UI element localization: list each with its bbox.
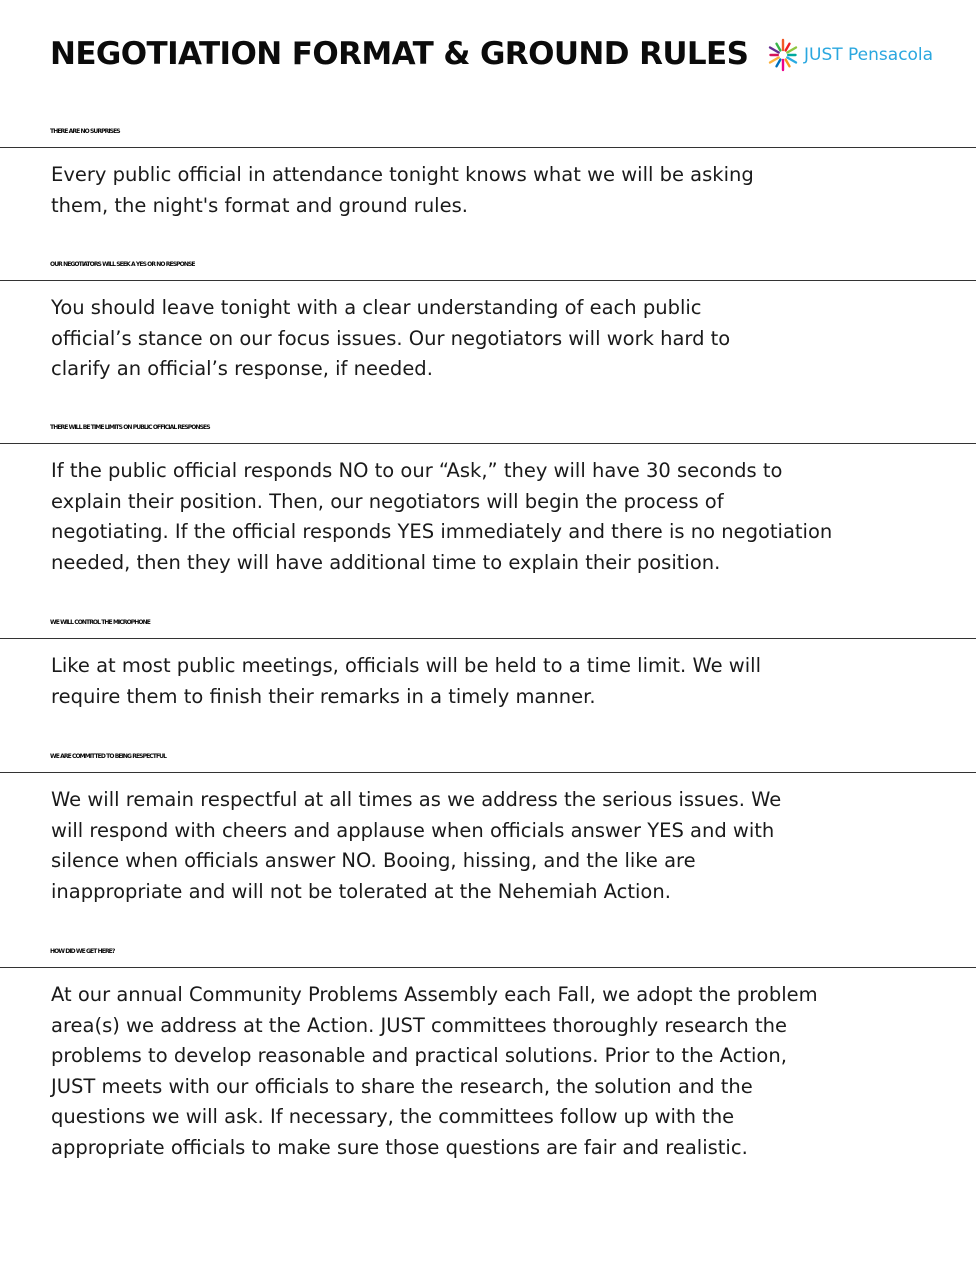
body-line: area(s) we address at the Action. JUST committees thoroughly research the (51, 1013, 787, 1037)
section-divider (0, 772, 976, 773)
section-divider (0, 638, 976, 639)
section-divider (0, 443, 976, 444)
body-line: inappropriate and will not be tolerated at the Nehemiah Action. (51, 879, 671, 903)
body-line: You should leave tonight with a clear understanding of each public (51, 296, 702, 319)
body-line: needed, then they will have additional time to explain their position. (51, 550, 721, 574)
section-body (51, 980, 951, 1164)
section-heading: WE ARE COMMITTED TO BEING RESPECTFUL (50, 753, 167, 760)
logo-text: JUST Pensacola (804, 45, 934, 65)
body-line: If the public official responds NO to our “Ask,” they will have 30 seconds to (51, 459, 783, 482)
body-line: clarify an official’s response, if needed. (51, 357, 433, 381)
section-divider (0, 280, 976, 281)
section-heading: THERE WILL BE TIME LIMITS ON PUBLIC OFFICIAL RESPONSES (50, 424, 210, 431)
body-line: problems to develop reasonable and practical solutions. Prior to the Action, (51, 1044, 787, 1068)
section-body (51, 293, 951, 385)
starburst-logo-icon (766, 38, 800, 72)
body-line: negotiating. If the official responds YES immediately and there is no negotiation (51, 520, 833, 544)
section-heading: OUR NEGOTIATORS WILL SEEK A YES OR NO RESPONSE (50, 261, 195, 268)
body-line: them, the night's format and ground rules. (51, 193, 468, 217)
section-no-surprises (0, 117, 976, 221)
section-heading: THERE ARE NO SURPRISES (50, 128, 120, 135)
section-body (51, 651, 951, 712)
page-title: NEGOTIATION FORMAT & GROUND RULES (50, 36, 749, 72)
body-line: require them to finish their remarks in a timely manner. (51, 684, 596, 708)
section-divider (0, 967, 976, 968)
body-line: Every public official in attendance tonight knows what we will be asking (51, 163, 754, 186)
section-microphone (0, 608, 976, 712)
body-line: JUST meets with our officials to share the research, the solution and the (51, 1074, 753, 1098)
body-line: We will remain respectful at all times as we address the serious issues. We (51, 788, 782, 811)
body-line: questions we will ask. If necessary, the committees follow up with the (51, 1105, 735, 1129)
section-yes-or-no (0, 250, 976, 385)
section-divider (0, 147, 976, 148)
section-body (51, 785, 951, 907)
section-body (51, 160, 951, 221)
logo (766, 38, 933, 72)
section-heading: WE WILL CONTROL THE MICROPHONE (50, 619, 150, 626)
body-line: appropriate officials to make sure those questions are fair and realistic. (51, 1135, 748, 1159)
section-time-limits (0, 413, 976, 578)
body-line: official’s stance on our focus issues. Our negotiators will work hard to (51, 326, 731, 350)
body-line: At our annual Community Problems Assembly each Fall, we adopt the problem (51, 983, 818, 1006)
section-body (51, 456, 951, 578)
section-respectful (0, 742, 976, 907)
body-line: will respond with cheers and applause when officials answer YES and with (51, 818, 775, 842)
body-line: Like at most public meetings, officials will be held to a time limit. We will (51, 654, 761, 677)
section-heading: HOW DID WE GET HERE? (50, 948, 115, 955)
body-line: silence when officials answer NO. Booing, hissing, and the like are (51, 849, 696, 873)
section-how-did-we-get-here (0, 937, 976, 1164)
body-line: explain their position. Then, our negotiators will begin the process of (51, 489, 724, 513)
